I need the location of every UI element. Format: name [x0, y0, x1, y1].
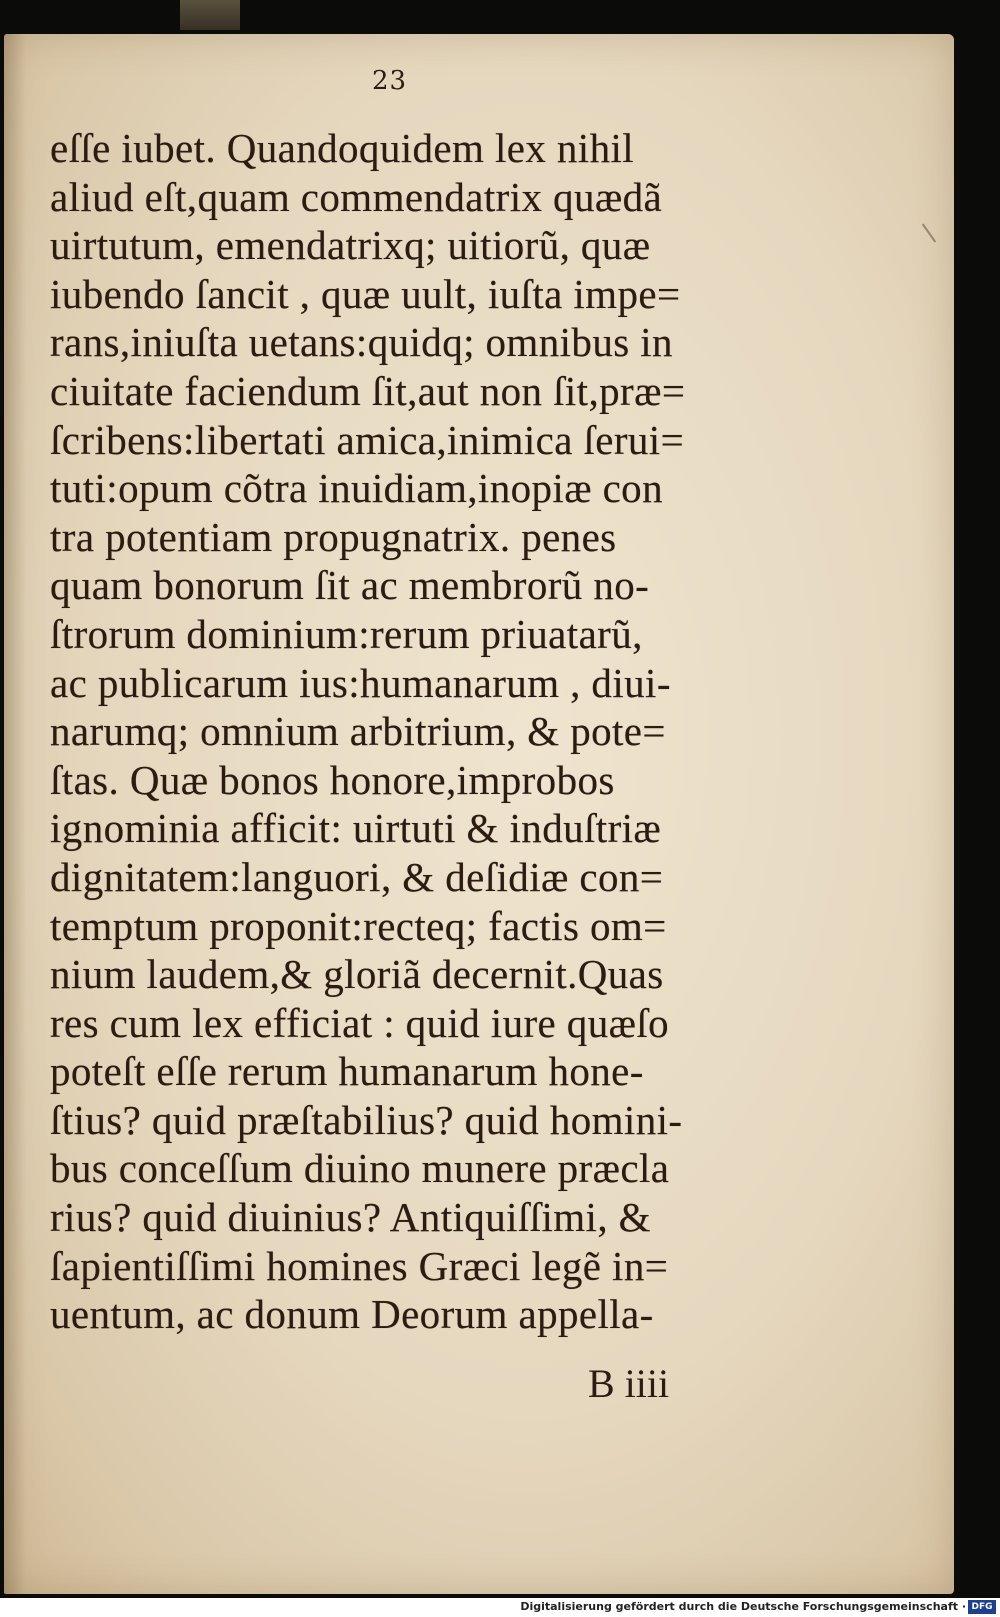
text-line: bus conceſſum diuino munere præcla — [50, 1145, 670, 1192]
text-line: quam bonorum ſit ac membrorũ no- — [50, 562, 650, 609]
text-line: temptum proponit:recteq; factis om= — [50, 902, 667, 949]
text-line: tuti:opum cõtra inuidiam,inopiæ con — [50, 465, 663, 512]
text-line: eſſe iubet. Quandoquidem lex nihil — [50, 125, 635, 171]
text-line: iubendo ſancit , quæ uult, iuſta impe= — [50, 270, 681, 317]
text-line: ignominia afficit: uirtuti & induſtriæ — [50, 805, 662, 852]
text-line: ſtas. Quæ bonos honore,improbos — [50, 756, 615, 803]
page-gutter-shadow — [4, 34, 26, 1594]
text-line: nium laudem,& gloriã decernit.Quas — [50, 951, 664, 998]
text-line: dignitatem:languori, & deſidiæ con= — [50, 853, 664, 900]
text-line: tra potentiam propugnatrix. penes — [50, 513, 617, 560]
text-line: ac publicarum ius:humanarum , diui- — [50, 659, 671, 706]
dfg-logo: DFG — [968, 1600, 996, 1614]
text-line: uirtutum, emendatrixq; uitiorũ, quæ — [50, 222, 651, 269]
text-line: rans,iniuſta uetans:quidq; omnibus in — [50, 319, 673, 366]
text-line: ſtrorum dominium:rerum priuatarũ, — [50, 610, 643, 657]
signature-catchword: B iiii — [588, 1361, 670, 1406]
digitization-credit: Digitalisierung gefördert durch die Deutsche Forschungsgemeinschaft · — [520, 1600, 966, 1613]
text-line: poteſt eſſe rerum humanarum hone- — [50, 1048, 644, 1095]
text-line: res cum lex efficiat : quid iure quæſo — [50, 999, 670, 1046]
text-block — [50, 124, 790, 1339]
text-line: uentum, ac donum Deorum appella- — [50, 1291, 654, 1338]
text-line: ciuitate faciendum ſit,aut non ſit,præ= — [50, 367, 686, 414]
text-line: ſcribens:libertati amica,inimica ſerui= — [50, 416, 685, 463]
text-line: ſapientiſſimi homines Græci legẽ in= — [50, 1242, 669, 1289]
page-edge — [180, 0, 240, 30]
text-line: narumq; omnium arbitrium, & pote= — [50, 708, 666, 755]
text-line: rius? quid diuinius? Antiquiſſimi, & — [50, 1194, 651, 1241]
text-line: ſtius? quid præſtabilius? quid homini- — [50, 1096, 683, 1143]
page-number: 23 — [372, 66, 408, 96]
text-line: aliud eſt,quam commendatrix quædã — [50, 173, 663, 220]
